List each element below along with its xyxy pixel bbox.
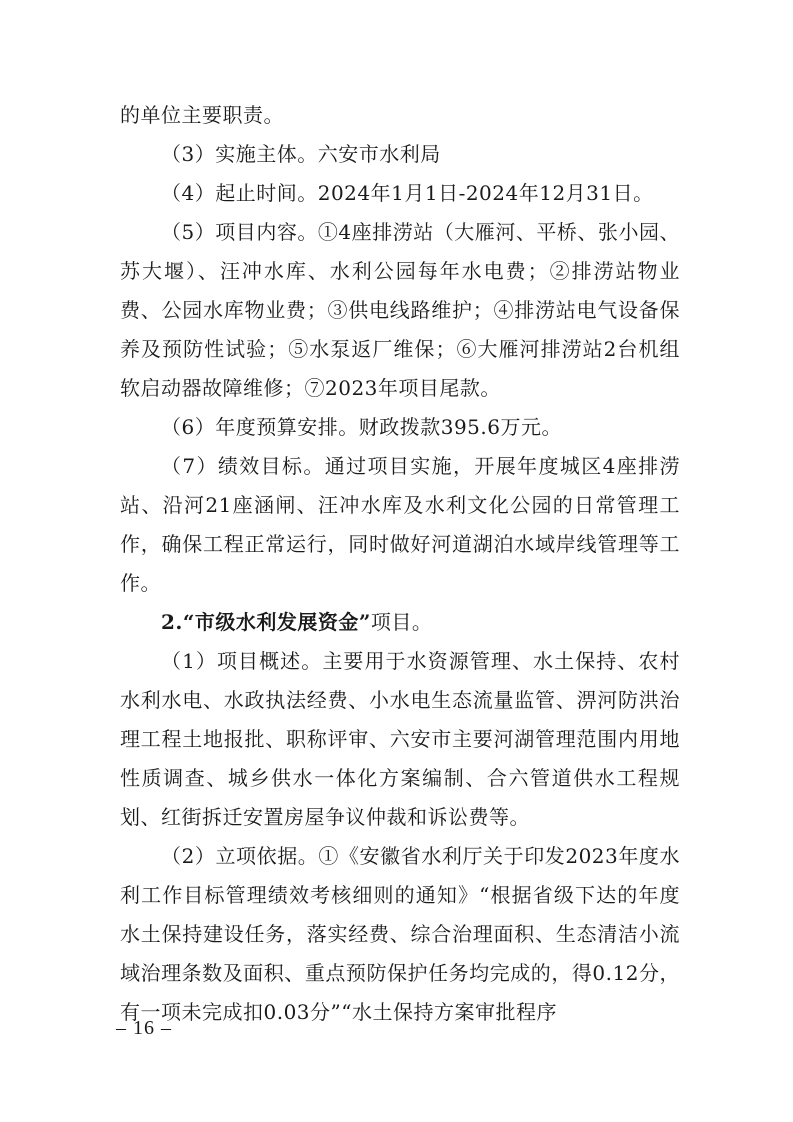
section-heading-bold: 2.“市级水利发展资金”	[161, 610, 371, 634]
paragraph: （7）绩效目标。通过项目实施，开展年度城区4座排涝站、沿河21座涵闸、汪冲水库及水利文化公园的日常管理工作，确保工程正常运行，同时做好河道湖泊水域岸线管理等工作。	[120, 454, 680, 595]
paragraph: （5）项目内容。①4座排涝站（大雁河、平桥、张小园、苏大堰）、汪冲水库、水利公园每年水电费；②排涝站物业费、公园水库物业费；③供电线路维护；④排涝站电气设备保养及预防性试验；⑤水泵返厂维保；⑥大雁河排涝站2台机组软启动器故障维修；⑦2023年项目尾款。	[120, 220, 680, 400]
body-text	[120, 96, 680, 1032]
paragraph: 的单位主要职责。	[120, 103, 284, 127]
paragraph: （1）项目概述。主要用于水资源管理、水土保持、农村水利水电、水政执法经费、小水电生态流量监管、淠河防洪治理工程土地报批、职称评审、六安市主要河湖管理范围内用地性质调查、城乡供水一体化方案编制、合六管道供水工程规划、红街拆迁安置房屋争议仲裁和诉讼费等。	[120, 649, 680, 829]
paragraph: （3）实施主体。六安市水利局	[161, 142, 441, 166]
paragraph: （4）起止时间。2024年1月1日-2024年12月31日。	[161, 181, 654, 205]
section-heading-rest: 项目。	[370, 610, 433, 634]
section-heading	[120, 603, 680, 642]
paragraph: （2）立项依据。①《安徽省水利厅关于印发2023年度水利工作目标管理绩效考核细则的通知》“根据省级下达的年度水土保持建设任务，落实经费、综合治理面积、生态清洁小流域治理条数及面积、重点预防保护任务均完成的，得0.12分，有一项未完成扣0.03分”“水土保持方案审批程序	[120, 844, 680, 1024]
page-number: – 16 –	[116, 1017, 172, 1039]
paragraph: （6）年度预算安排。财政拨款395.6万元。	[161, 415, 562, 439]
